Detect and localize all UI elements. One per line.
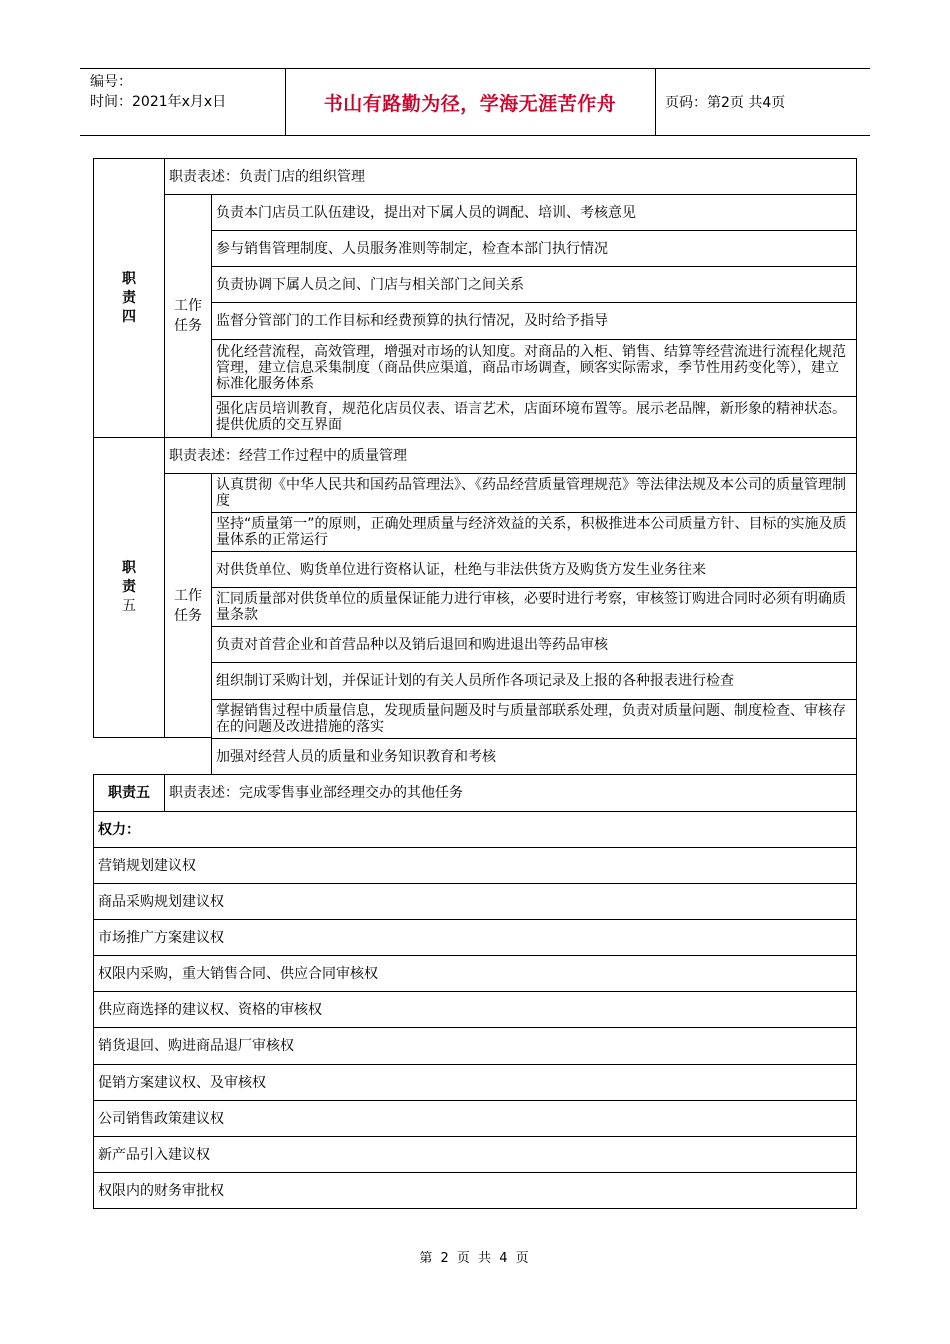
duty5-title-char: 五 — [122, 598, 136, 614]
duty4-title-char: 四 — [122, 308, 136, 325]
duty6-title: 职责五 — [93, 774, 165, 812]
duty5-task-label — [164, 473, 212, 738]
power-item: 权限内的财务审批权 — [93, 1172, 857, 1209]
duty4-task: 参与销售管理制度、人员服务准则等制定，检查本部门执行情况 — [211, 230, 857, 267]
duty5-task: 加强对经营人员的质量和业务知识教育和考核 — [211, 738, 857, 775]
duty4-task: 强化店员培训教育，规范化店员仪表、语言艺术，店面环境布置等。展示老品牌，新形象的精神状态。提供优质的交互界面 — [211, 396, 857, 438]
task-label-line: 任务 — [174, 607, 202, 624]
powers-heading: 权力： — [93, 811, 857, 848]
duty5-task: 认真贯彻《中华人民共和国药品管理法》、《药品经营质量管理规范》等法律法规及本公司的质量管理制度 — [211, 473, 857, 513]
duty5-task: 汇同质量部对供货单位的质量保证能力进行审核，必要时进行考察，审核签订购进合同时必须有明确质量条款 — [211, 587, 857, 627]
task-label-line: 工作 — [174, 298, 202, 314]
power-item: 商品采购规划建议权 — [93, 883, 857, 920]
power-item: 新产品引入建议权 — [93, 1136, 857, 1173]
power-item: 供应商选择的建议权、资格的审核权 — [93, 991, 857, 1028]
power-item: 公司销售政策建议权 — [93, 1100, 857, 1137]
duty5-task: 对供货单位、购货单位进行资格认证，杜绝与非法供货方及购货方发生业务往来 — [211, 551, 857, 588]
page-header — [80, 68, 870, 136]
duty5-task: 掌握销售过程中质量信息，发现质量问题及时与质量部联系处理，负责对质量问题、制度检查、审核存在的问题及改进措施的落实 — [211, 699, 857, 739]
duty5-title-char: 职 — [122, 560, 136, 576]
duty4-title — [93, 158, 165, 438]
duty4-task: 负责协调下属人员之间、门店与相关部门之间关系 — [211, 266, 857, 303]
duty5-task: 组织制订采购计划，并保证计划的有关人员所作各项记录及上报的各种报表进行检查 — [211, 662, 857, 700]
date-label: 时间：2021年x月x日 — [90, 94, 227, 110]
duty4-task: 优化经营流程，高效管理，增强对市场的认知度。对商品的入柜、销售、结算等经营流进行流程化规范管理，建立信息采集制度（商品供应渠道，商品市场调查，顾客实际需求，季节性用药变化等），建立标准化服务体系 — [211, 339, 857, 397]
duty4-task: 负责本门店员工队伍建设，提出对下属人员的调配、培训、考核意见 — [211, 194, 857, 231]
header-page-number: 页码：第2页 共4页 — [665, 95, 786, 111]
duty4-title-char: 责 — [122, 289, 136, 306]
power-item: 促销方案建议权、及审核权 — [93, 1064, 857, 1101]
power-item: 营销规划建议权 — [93, 847, 857, 884]
duty4-title-char: 职 — [122, 270, 136, 287]
page-footer: 第 2 页 共 4 页 — [419, 1251, 531, 1266]
duty6-description: 职责表述：完成零售事业部经理交办的其他任务 — [164, 774, 857, 812]
header-meta — [90, 72, 226, 112]
task-label-line: 任务 — [174, 318, 202, 334]
power-item: 权限内采购，重大销售合同、供应合同审核权 — [93, 955, 857, 992]
power-item: 销货退回、购进商品退厂审核权 — [93, 1027, 857, 1065]
duty5-task: 负责对首营企业和首营品种以及销后退回和购进退出等药品审核 — [211, 626, 857, 663]
header-motto: 书山有路勤为径，学海无涯苦作舟 — [323, 92, 617, 115]
duty4-description: 职责表述：负责门店的组织管理 — [164, 158, 857, 195]
duty5-title — [93, 437, 165, 738]
header-divider — [655, 68, 656, 136]
duty5-title-char: 责 — [122, 579, 136, 595]
duty5-task: 坚持“质量第一”的原则，正确处理质量与经济效益的关系，积极推进本公司质量方针、目标的实施及质量体系的正常运行 — [211, 512, 857, 552]
duty4-task: 监督分管部门的工作目标和经费预算的执行情况，及时给予指导 — [211, 302, 857, 340]
duty5-description: 职责表述：经营工作过程中的质量管理 — [164, 437, 857, 474]
duty4-task-label — [164, 194, 212, 438]
power-item: 市场推广方案建议权 — [93, 919, 857, 956]
task-label-line: 工作 — [174, 587, 202, 604]
doc-number-label: 编号： — [90, 74, 132, 90]
